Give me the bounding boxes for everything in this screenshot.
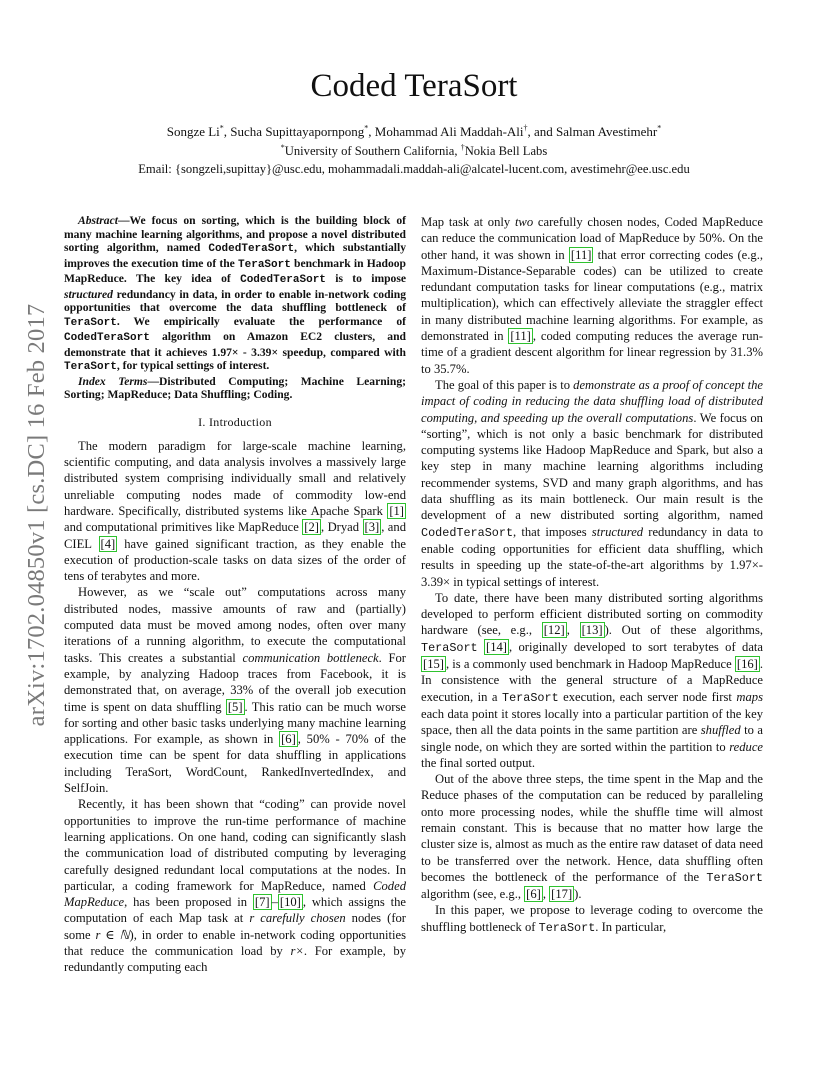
citation-link[interactable]: [6] [281, 732, 296, 747]
citation-link[interactable]: [7] [254, 895, 270, 910]
paragraph [421, 214, 763, 377]
math-variable: r [249, 911, 255, 926]
body-text: and computational primitives like MapReduce [64, 520, 303, 535]
abstract-label: Abstract [78, 214, 118, 227]
citation-link[interactable]: [13] [581, 623, 603, 638]
body-text: . We focus on “sorting”, which is not only a basic benchmark for distributed computing systems like Hadoop MapReduce and Spark, but also a key step in many machine learning algorithms including recommender systems, SVD and many graph algorithms, and has data shuffling as its main bottleneck. Our main result is the development of a new distributed sorting algorithm, named [421, 410, 763, 523]
index-terms-label: Index Terms [78, 374, 148, 388]
code-term: CodedTeraSort [208, 243, 295, 255]
body-text: Map task at only [421, 215, 515, 229]
author-name: Songze Li [166, 124, 220, 139]
paragraph [421, 771, 763, 902]
code-term: TeraSort [238, 258, 291, 271]
citation-link[interactable]: [3] [364, 520, 380, 535]
code-term: TeraSort [502, 690, 559, 705]
affiliation-text: University of Southern California, [284, 144, 461, 158]
body-text: , and CIEL [64, 520, 406, 551]
citation-link[interactable]: [6] [526, 887, 541, 902]
citation-link[interactable]: [11] [570, 247, 592, 262]
author-name: , Mohammad Ali Maddah-Ali [368, 124, 524, 139]
arxiv-identifier-sidebar [22, 285, 52, 745]
abstract-text: redundancy in data, in order to enable in-network coding opportunities that overcome the data shuffling bottleneck of [64, 287, 406, 314]
body-text: that error correcting codes (e.g., Maximum-Distance-Separable codes) can be utilized to create redundant computation tasks for linear computations (e.g., matrix multiplication), which can effectively alleviate the straggler effect in many distributed machine learning algorithms. For example, as demonstrated in [421, 247, 763, 344]
emphasis: Coded MapReduce [64, 878, 406, 910]
paragraph [421, 590, 763, 771]
abstract-text: benchmark in Hadoop MapReduce. The key idea of [64, 256, 406, 285]
code-term: TeraSort [706, 870, 763, 885]
body-text: each data point it stores locally into a particular partition of the key space, then all the data points in the same partition are [421, 706, 763, 738]
body-text: , Dryad [320, 520, 363, 535]
emphasis: reduce [729, 739, 763, 754]
body-text: . For example, by analyzing Hadoop traces from Facebook, it is demonstrated that, on average, 33% of the overall job execution time is spent on data shuffling [64, 650, 407, 714]
body-text: ), in order to enable in-network coding opportunities that reduce the communication load by [64, 927, 407, 958]
abstract-text: algorithm on Amazon EC2 clusters, and demonstrate that it achieves 1.97× - 3.39× speedup, compared with [64, 330, 406, 359]
code-term: CodedTeraSort [421, 525, 514, 540]
citation-link[interactable]: [17] [551, 887, 573, 902]
body-text: . In particular, [595, 919, 667, 934]
abstract [64, 214, 406, 375]
body-text: Out of the above three steps, the time spent in the Map and the Reduce phases of the computation can be reduced by paralleling onto more processing nodes, while the shuffle time will almost remain constant. This is because that no matter how large the cluster size is, almost as much as the entire raw dataset of data need to be transferred over the network. Hence, data shuffling often becomes the bottleneck of the performance of the [421, 772, 763, 884]
paragraph [421, 902, 763, 936]
body-text: , 50% - 70% of the execution time can be spent for data shuffling in applications including TeraSort, WordCount, RankedInvertedIndex, and SelfJoin. [64, 732, 406, 796]
body-text: nodes (for some [64, 911, 407, 942]
body-text: Recently, it has been shown that “coding” can provide novel opportunities to improve the run-time performance of machine learning applications. On one hand, coding can significantly slash the communication load of distributed computing by leveraging carefully designed redundant local computations at the nodes. In particular, a coding framework for MapReduce, named [64, 797, 406, 893]
body-text: , which assigns the computation of each Map task at [64, 895, 406, 926]
abstract-text: —We focus on sorting, which is the building block of many machine learning algorithms, and propose a novel distributed sorting algorithm, named [64, 214, 406, 254]
body-text: redundancy in data to enable coding opportunities for efficient data shuffling, which results in speeding up the state-of-the-art algorithms by 1.97×- 3.39× in typical settings of interest. [421, 524, 764, 589]
body-text: algorithm (see, e.g., [421, 887, 525, 902]
body-text: . In consistence with the general structure of a MapReduce execution, in a [421, 657, 764, 704]
affiliation-mark: † [523, 123, 528, 133]
emphasis: communication bottleneck [242, 650, 379, 665]
body-text: , that imposes [513, 524, 592, 539]
body-text: the final sorted output. [421, 755, 536, 770]
affiliation-mark: * [219, 123, 224, 133]
affiliations [0, 143, 828, 159]
citation-link[interactable]: [1] [389, 503, 404, 518]
section-heading: I. Introduction [198, 414, 272, 429]
body-text: , originally developed to sort terabytes of data [509, 639, 764, 654]
citation-link[interactable]: [15] [423, 657, 444, 672]
math-expression: r ∈ ℕ [95, 927, 130, 942]
citation-link[interactable]: [14] [486, 639, 507, 654]
index-terms-text: —Distributed Computing; Machine Learning; Sorting; MapReduce; Data Shuffling; Coding. [64, 374, 406, 401]
body-text: The modern paradigm for large-scale machine learning, scientific computing, and data analysis involves a massively large distributed system comprising individually small and relatively unreliable computing nodes made of commodity low-end hardware. Specifically, distributed systems like Apache Spark [64, 438, 406, 518]
affiliation-mark: * [364, 123, 369, 133]
body-text: The goal of this paper is to [435, 377, 574, 392]
paragraph [64, 796, 406, 975]
body-text: In this paper, we propose to leverage coding to overcome the shuffling bottleneck of [421, 903, 763, 934]
citation-link[interactable]: [12] [543, 623, 565, 638]
affiliation-text: Nokia Bell Labs [464, 144, 548, 158]
paper-title: Coded TeraSort [310, 68, 518, 104]
citation-link[interactable]: [2] [304, 520, 319, 535]
code-term: TeraSort [64, 316, 117, 329]
body-text: ). [574, 887, 582, 902]
body-text: , has been proposed in [124, 895, 253, 910]
abstract-text: , which substantially improves the execution time of the [64, 241, 406, 270]
right-column [421, 214, 763, 936]
citation-link[interactable]: [11] [510, 329, 531, 344]
body-text: – [271, 895, 278, 910]
body-text: . For example, by redundantly computing each [64, 944, 406, 975]
code-term: CodedTeraSort [240, 274, 326, 286]
body-text: , coded computing reduces the average run-time of a gradient descent algorithm for linear regression by 31.3% to 35.7%. [421, 329, 763, 376]
emphasis: shuffled [700, 723, 741, 738]
left-column [64, 214, 406, 976]
affiliation-mark: * [657, 123, 662, 133]
body-text: To date, there have been many distributed sorting algorithms developed to perform efficient distributed sorting on commodity hardware (see, e.g., [421, 590, 763, 638]
body-text: ). Out of these algorithms, [604, 623, 764, 638]
citation-link[interactable]: [4] [100, 536, 116, 551]
emphasis: demonstrate as a proof of concept the impact of coding in reducing the data shuffling load of distributed computing, and speeding up the overall computations [421, 377, 763, 425]
math-expression: r× [290, 944, 304, 958]
emphasis: structured [64, 287, 113, 301]
paragraph [421, 377, 763, 590]
index-terms [64, 375, 406, 402]
code-term: TeraSort [538, 920, 596, 935]
body-text: , [566, 623, 580, 638]
emphasis: maps [736, 689, 763, 704]
body-text: have gained significant traction, as they enable the execution of production-scale tasks on data sizes of the order of tens of terabytes and more. [64, 536, 406, 584]
body-text: , is a commonly used benchmark in Hadoop MapReduce [445, 657, 735, 672]
body-text: . This ratio can be much worse for sorting and other basic tasks underlying many machine learning applications. For example, as shown in [64, 699, 406, 747]
affiliation-mark: † [460, 142, 465, 152]
citation-link[interactable]: [16] [736, 657, 758, 672]
abstract-text: , for typical settings of interest. [116, 359, 270, 372]
body-text: , [542, 887, 550, 902]
author-emails: Email: {songzeli,supittay}@usc.edu, mohammadali.maddah-ali@alcatel-lucent.com, avestimehr@ee.usc.edu [138, 162, 690, 176]
emphasis: carefully chosen [254, 911, 346, 926]
body-text: to a single node, on which they are sorted within the partition to [421, 723, 763, 754]
author-name: , Sucha Supittayapornpong [223, 124, 365, 139]
code-term: TeraSort [64, 361, 117, 373]
emphasis: structured [591, 524, 644, 539]
body-text: However, as we “scale out” computations across many distributed nodes, massive amounts of raw and (partially) computed data must be moved among nodes, often over many iterations of a running algorithm, to execute the computational tasks. This creates a substantial [64, 585, 406, 665]
affiliation-mark: * [280, 142, 285, 152]
abstract-text: . We empirically evaluate the performance of [116, 314, 406, 328]
paragraph [64, 584, 406, 796]
citation-link[interactable]: [10] [279, 895, 301, 910]
body-text: execution, each server node first [558, 689, 737, 704]
body-text: carefully chosen nodes, Coded MapReduce can reduce the communication load of MapReduce by 50%. On the other hand, it was shown in [421, 215, 763, 262]
arxiv-id-text: arXiv:1702.04850v1 [cs.DC] 16 Feb 2017 [23, 303, 50, 727]
code-term: TeraSort [421, 640, 478, 655]
abstract-text: is to impose [325, 272, 407, 285]
author-name: , and Salman Avestimehr [527, 124, 658, 139]
author-list [0, 124, 828, 140]
citation-link[interactable]: [5] [227, 699, 243, 714]
emphasis: two [514, 215, 534, 229]
paragraph [64, 438, 406, 585]
code-term: CodedTeraSort [64, 332, 150, 344]
